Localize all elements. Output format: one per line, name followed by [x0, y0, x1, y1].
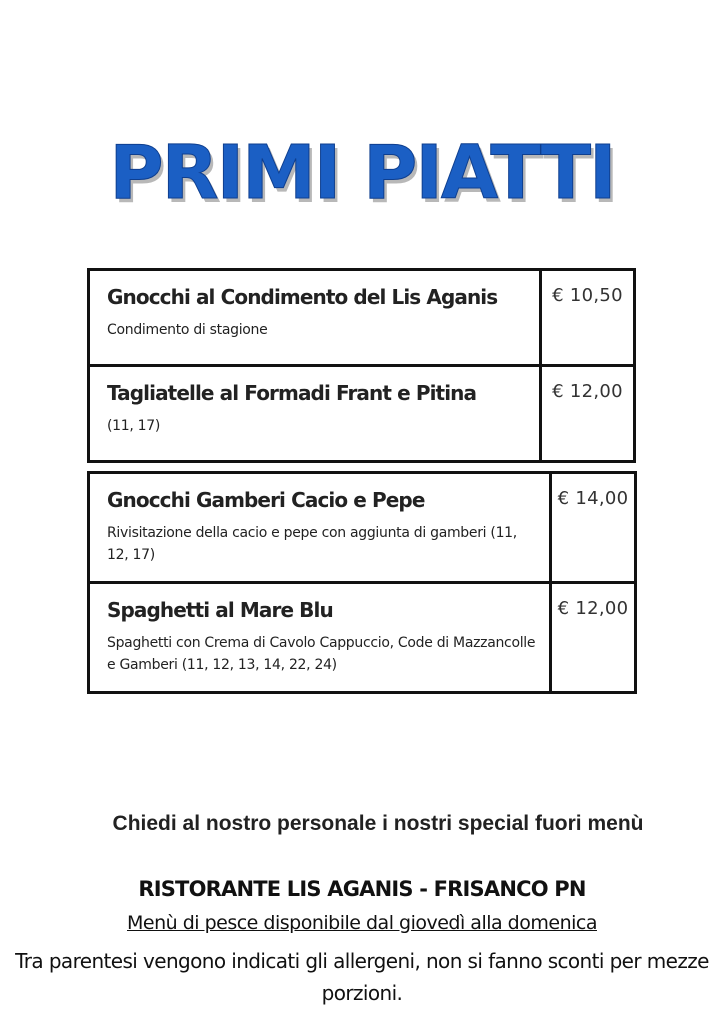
dish-cell [89, 270, 541, 366]
availability-note: Menù di pesce disponibile dal giovedì alla domenica [127, 912, 597, 934]
page-title: PRIMI PIATTI [109, 130, 615, 216]
menu-box-1 [87, 268, 636, 463]
menu-row [89, 366, 635, 462]
dish-name: Gnocchi Gamberi Cacio e Pepe [107, 488, 425, 512]
dish-description: Rivisitazione della cacio e pepe con aggiunta di gamberi (11, 12, 17) [107, 525, 517, 563]
special-note: Chiedi al nostro personale i nostri special fuori menù [112, 812, 644, 835]
menu-row [89, 473, 636, 583]
restaurant-name: RISTORANTE LIS AGANIS - FRISANCO PN [138, 877, 586, 901]
menu-row [89, 270, 635, 366]
dish-price: € 14,00 [551, 473, 636, 583]
dish-description: Spaghetti con Crema di Cavolo Cappuccio, Code di Mazzancolle e Gamberi (11, 12, 13, 14, 22, 24) [107, 635, 536, 673]
dish-cell [89, 366, 541, 462]
menu-box-2 [87, 471, 637, 694]
dish-price: € 10,50 [541, 270, 635, 366]
dish-name: Gnocchi al Condimento del Lis Aganis [107, 285, 498, 309]
dish-price: € 12,00 [541, 366, 635, 462]
dish-price: € 12,00 [551, 583, 636, 693]
dish-name: Tagliatelle al Formadi Frant e Pitina [107, 381, 477, 405]
dish-description: Condimento di stagione [107, 322, 268, 338]
dish-name: Spaghetti al Mare Blu [107, 598, 333, 622]
dish-description: (11, 17) [107, 418, 161, 434]
dish-cell [89, 583, 551, 693]
allergens-note: Tra parentesi vengono indicati gli allergeni, non si fanno sconti per mezze porzioni. [15, 949, 709, 1005]
menu-row [89, 583, 636, 693]
dish-cell [89, 473, 551, 583]
